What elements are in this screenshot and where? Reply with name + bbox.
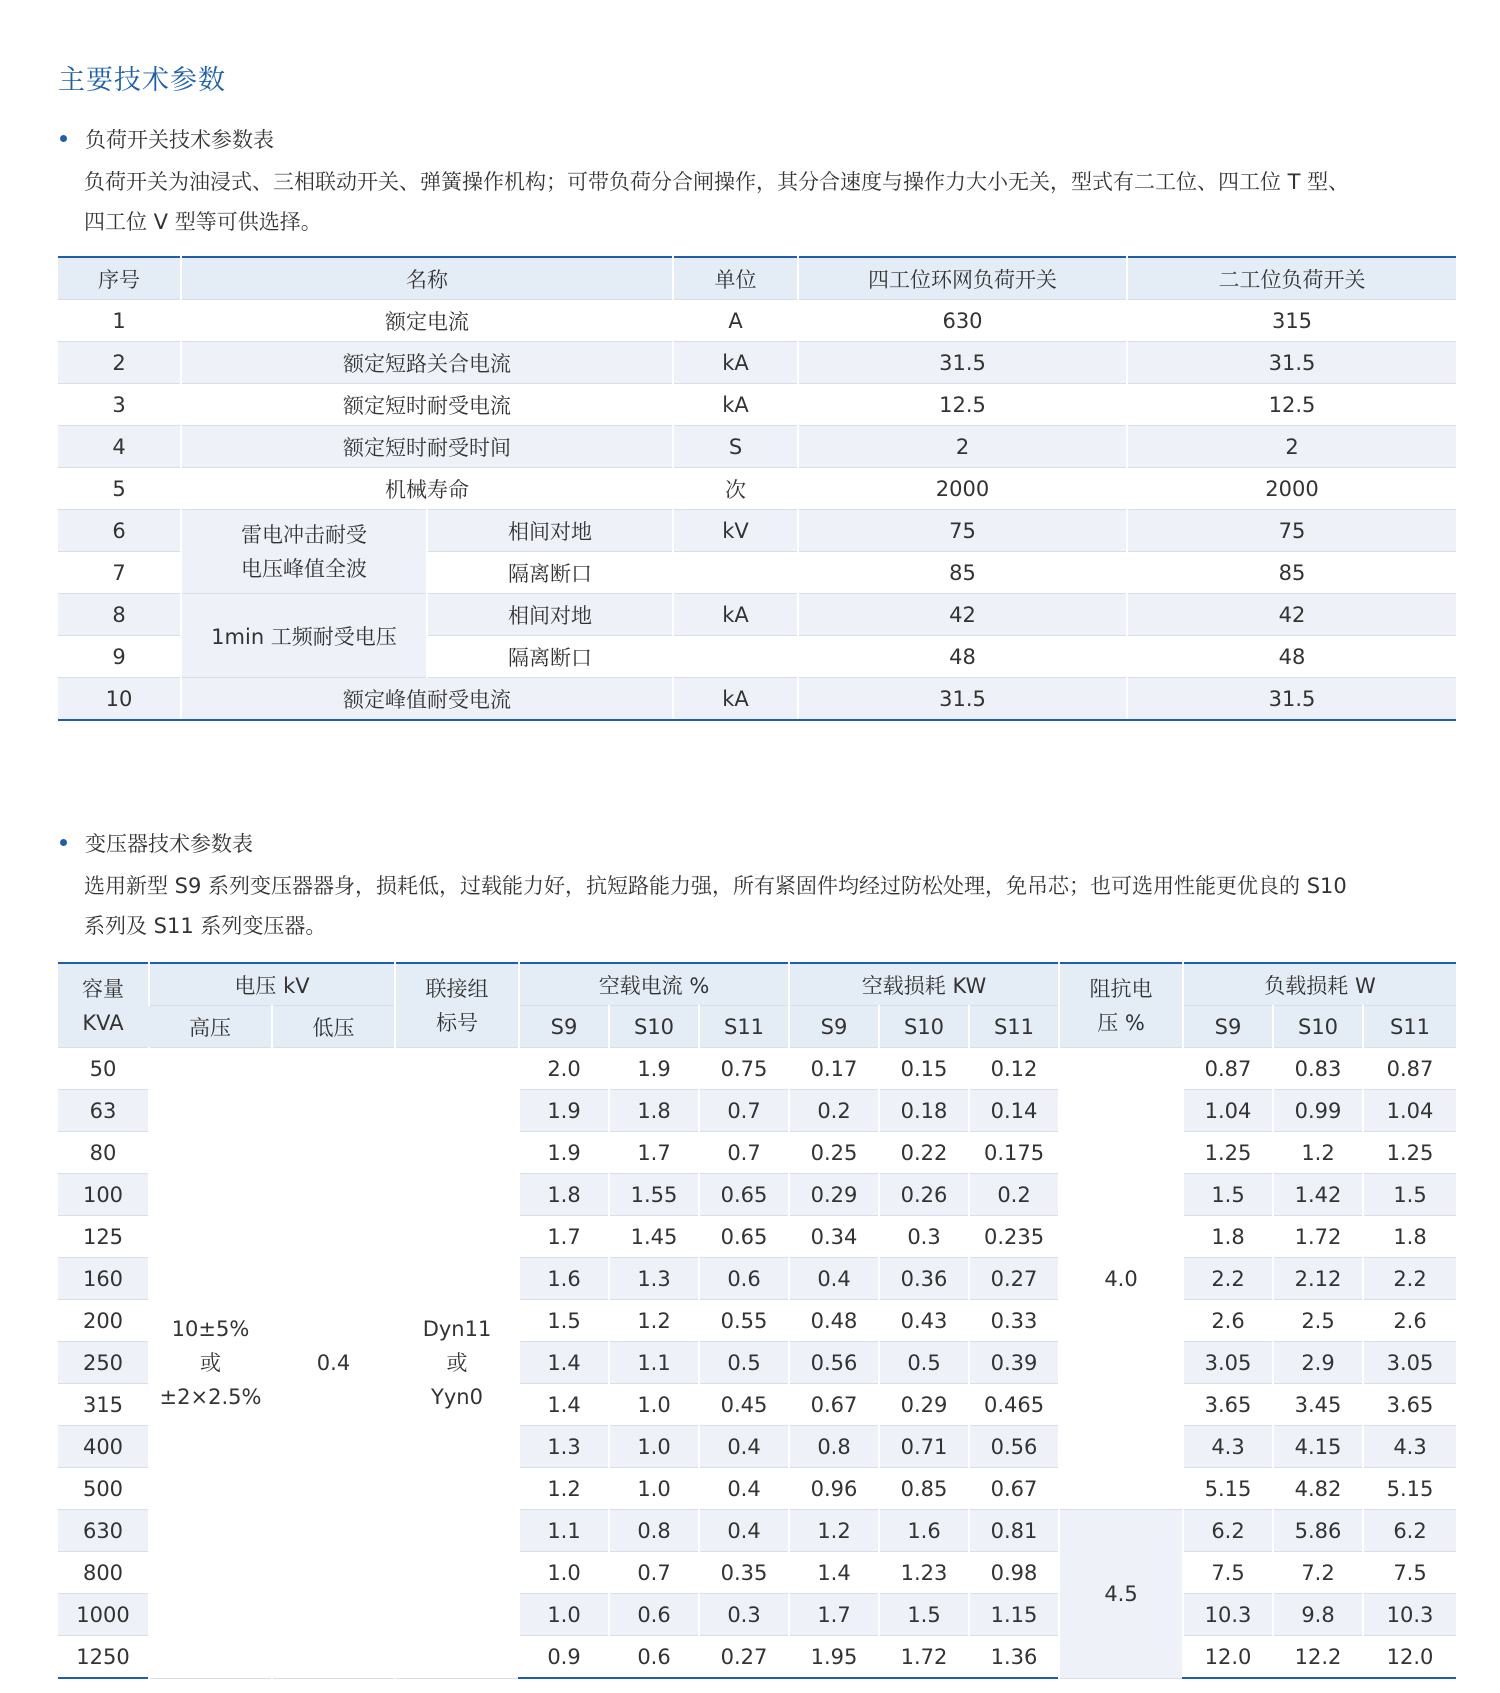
noload-current-value: 1.5 [519,1300,609,1342]
group-name-line: 雷电冲击耐受 [241,522,367,547]
header-series: S11 [969,1006,1059,1048]
load-loss-value: 1.2 [1273,1132,1363,1174]
noload-current-value: 0.45 [699,1384,789,1426]
header-connection: 联接组 标号 [395,963,519,1048]
high-voltage-cell [149,1048,272,1679]
description-line: 负荷开关为油浸式、三相联动开关、弹簧操作机构；可带负荷分合闸操作，其分合速度与操作力大小无关，型式有二工位、四工位 T 型、 [84,170,1350,194]
noload-current-value: 2.0 [519,1048,609,1090]
table-row [58,594,1456,636]
row-number: 2 [58,342,181,384]
row-name: 额定短路关合电流 [181,342,673,384]
noload-current-value: 1.0 [519,1594,609,1636]
row-number: 8 [58,594,181,636]
load-loss-value: 1.25 [1363,1132,1456,1174]
noload-loss-value: 0.39 [969,1342,1059,1384]
header-series: S10 [609,1006,699,1048]
noload-loss-value: 1.6 [879,1510,969,1552]
header-impedance: 阻抗电 压 % [1059,963,1183,1048]
noload-loss-value: 0.175 [969,1132,1059,1174]
row-name: 机械寿命 [181,468,673,510]
noload-loss-value: 0.29 [879,1384,969,1426]
row-four-position-value: 2000 [798,468,1127,510]
description-line: 系列及 S11 系列变压器。 [84,914,327,938]
row-capacity: 80 [58,1132,149,1174]
row-sub-name: 隔离断口 [427,636,673,678]
load-loss-value: 7.2 [1273,1552,1363,1594]
header-capacity: 容量 KVA [58,963,149,1048]
section-heading-text: 负荷开关技术参数表 [85,128,274,152]
noload-current-value: 0.55 [699,1300,789,1342]
noload-loss-value: 0.36 [879,1258,969,1300]
header-series: S11 [699,1006,789,1048]
load-loss-value: 0.99 [1273,1090,1363,1132]
bullet-dot-icon [60,839,67,846]
header-unit: 单位 [673,257,798,300]
impedance-cell: 4.5 [1059,1510,1183,1679]
load-loss-value: 1.25 [1183,1132,1273,1174]
row-sub-name: 相间对地 [427,594,673,636]
noload-current-value: 1.0 [609,1468,699,1510]
load-loss-value: 1.04 [1183,1090,1273,1132]
noload-current-value: 1.0 [609,1384,699,1426]
load-loss-value: 6.2 [1183,1510,1273,1552]
row-capacity: 630 [58,1510,149,1552]
noload-loss-value: 0.8 [789,1426,879,1468]
row-two-position-value: 2000 [1127,468,1456,510]
load-switch-parameter-table [58,256,1456,721]
noload-current-value: 0.5 [699,1342,789,1384]
noload-current-value: 1.2 [609,1300,699,1342]
row-group-name [181,510,427,594]
load-loss-value: 10.3 [1183,1594,1273,1636]
load-loss-value: 10.3 [1363,1594,1456,1636]
row-capacity: 800 [58,1552,149,1594]
noload-loss-value: 0.81 [969,1510,1059,1552]
load-loss-value: 0.83 [1273,1048,1363,1090]
noload-loss-value: 0.67 [969,1468,1059,1510]
row-unit: kA [673,342,798,384]
noload-current-value: 1.0 [609,1426,699,1468]
load-loss-value: 2.6 [1183,1300,1273,1342]
noload-loss-value: 1.36 [969,1636,1059,1679]
load-loss-value: 3.65 [1363,1384,1456,1426]
load-loss-value: 1.5 [1363,1174,1456,1216]
noload-loss-value: 0.34 [789,1216,879,1258]
noload-current-value: 0.27 [699,1636,789,1679]
row-two-position-value: 31.5 [1127,678,1456,721]
high-voltage-line: 10±5% [171,1316,250,1341]
noload-current-value: 0.6 [699,1258,789,1300]
noload-loss-value: 0.48 [789,1300,879,1342]
row-unit: kA [673,594,798,636]
load-loss-value: 3.05 [1183,1342,1273,1384]
section-heading-transformer [60,828,253,858]
table-row [58,342,1456,384]
page-title: 主要技术参数 [58,65,226,96]
noload-loss-value: 0.67 [789,1384,879,1426]
header-high-voltage: 高压 [149,1006,272,1048]
row-number: 5 [58,468,181,510]
noload-current-value: 0.6 [609,1594,699,1636]
noload-current-value: 1.55 [609,1174,699,1216]
table-row [58,678,1456,721]
load-loss-value: 7.5 [1363,1552,1456,1594]
load-loss-value: 2.2 [1363,1258,1456,1300]
row-capacity: 1000 [58,1594,149,1636]
noload-current-value: 0.7 [699,1132,789,1174]
noload-loss-value: 0.465 [969,1384,1059,1426]
noload-current-value: 1.2 [519,1468,609,1510]
noload-current-value: 0.35 [699,1552,789,1594]
row-unit: 次 [673,468,798,510]
row-four-position-value: 31.5 [798,342,1127,384]
row-capacity: 400 [58,1426,149,1468]
noload-loss-value: 0.27 [969,1258,1059,1300]
noload-loss-value: 0.2 [789,1090,879,1132]
row-capacity: 200 [58,1300,149,1342]
noload-loss-value: 0.56 [789,1342,879,1384]
noload-current-value: 0.4 [699,1510,789,1552]
load-loss-value: 3.45 [1273,1384,1363,1426]
description-line: 四工位 V 型等可供选择。 [84,210,322,234]
noload-current-value: 1.1 [609,1342,699,1384]
noload-loss-value: 0.71 [879,1426,969,1468]
header-low-voltage: 低压 [272,1006,395,1048]
row-capacity: 1250 [58,1636,149,1679]
row-number: 9 [58,636,181,678]
load-loss-value: 12.0 [1183,1636,1273,1679]
row-four-position-value: 31.5 [798,678,1127,721]
noload-loss-value: 0.25 [789,1132,879,1174]
noload-current-value: 0.75 [699,1048,789,1090]
header-noload-loss: 空载损耗 KW [789,963,1059,1006]
load-loss-value: 4.82 [1273,1468,1363,1510]
noload-current-value: 1.9 [519,1090,609,1132]
noload-loss-value: 0.4 [789,1258,879,1300]
row-sub-name: 隔离断口 [427,552,673,594]
noload-current-value: 1.7 [519,1216,609,1258]
noload-current-value: 0.9 [519,1636,609,1679]
noload-loss-value: 0.14 [969,1090,1059,1132]
load-loss-value: 1.8 [1183,1216,1273,1258]
load-loss-value: 12.0 [1363,1636,1456,1679]
load-loss-value: 4.3 [1183,1426,1273,1468]
row-number: 7 [58,552,181,594]
noload-loss-value: 1.15 [969,1594,1059,1636]
bullet-dot-icon [60,135,67,142]
table-row [58,510,1456,552]
noload-current-value: 1.6 [519,1258,609,1300]
row-name: 额定峰值耐受电流 [181,678,673,721]
section-heading-load-switch [60,124,274,154]
row-two-position-value: 48 [1127,636,1456,678]
table-row [58,1048,1456,1090]
noload-loss-value: 0.43 [879,1300,969,1342]
connection-line: Yyn0 [431,1384,483,1409]
noload-current-value: 1.0 [519,1552,609,1594]
noload-loss-value: 0.56 [969,1426,1059,1468]
group-name-line: 电压峰值全波 [241,556,367,581]
noload-loss-value: 1.7 [789,1594,879,1636]
section-heading-text: 变压器技术参数表 [85,832,253,856]
load-loss-value: 3.65 [1183,1384,1273,1426]
noload-current-value: 1.9 [519,1132,609,1174]
table-row [58,384,1456,426]
row-unit: S [673,426,798,468]
row-group-name: 1min 工频耐受电压 [181,594,427,678]
noload-current-value: 1.4 [519,1342,609,1384]
row-unit: kV [673,510,798,552]
noload-loss-value: 0.26 [879,1174,969,1216]
noload-loss-value: 0.29 [789,1174,879,1216]
row-sub-name: 相间对地 [427,510,673,552]
noload-loss-value: 0.235 [969,1216,1059,1258]
section-description [84,162,1456,242]
row-two-position-value: 12.5 [1127,384,1456,426]
table-row [58,468,1456,510]
header-series: S10 [879,1006,969,1048]
load-loss-value: 3.05 [1363,1342,1456,1384]
load-loss-value: 1.42 [1273,1174,1363,1216]
load-loss-value: 6.2 [1363,1510,1456,1552]
noload-loss-value: 1.5 [879,1594,969,1636]
row-unit: kA [673,384,798,426]
load-loss-value: 5.15 [1363,1468,1456,1510]
noload-loss-value: 0.98 [969,1552,1059,1594]
connection-group-cell [395,1048,519,1679]
row-two-position-value: 75 [1127,510,1456,552]
row-two-position-value: 42 [1127,594,1456,636]
row-two-position-value: 2 [1127,426,1456,468]
noload-current-value: 0.4 [699,1468,789,1510]
noload-current-value: 0.4 [699,1426,789,1468]
header-four-position-switch: 四工位环网负荷开关 [798,257,1127,300]
noload-loss-value: 0.2 [969,1174,1059,1216]
row-two-position-value: 315 [1127,300,1456,342]
load-loss-value: 2.2 [1183,1258,1273,1300]
noload-current-value: 1.4 [519,1384,609,1426]
noload-loss-value: 1.2 [789,1510,879,1552]
noload-current-value: 1.7 [609,1132,699,1174]
load-loss-value: 1.8 [1363,1216,1456,1258]
load-loss-value: 2.6 [1363,1300,1456,1342]
load-loss-value: 1.72 [1273,1216,1363,1258]
header-voltage: 电压 kV [149,963,395,1006]
connection-line: Dyn11 [422,1316,492,1341]
high-voltage-line: ±2×2.5% [159,1384,262,1409]
row-four-position-value: 630 [798,300,1127,342]
table-subheader-row [58,1006,1456,1048]
row-four-position-value: 12.5 [798,384,1127,426]
row-two-position-value: 31.5 [1127,342,1456,384]
connection-line: 或 [446,1350,468,1375]
noload-current-value: 0.65 [699,1216,789,1258]
noload-loss-value: 0.96 [789,1468,879,1510]
row-capacity: 315 [58,1384,149,1426]
noload-loss-value: 1.95 [789,1636,879,1679]
header-load-loss: 负载损耗 W [1183,963,1456,1006]
table-row [58,426,1456,468]
load-loss-value: 9.8 [1273,1594,1363,1636]
header-series: S9 [519,1006,609,1048]
table-header-row [58,257,1456,300]
load-loss-value: 5.15 [1183,1468,1273,1510]
row-name: 额定短时耐受时间 [181,426,673,468]
header-name: 名称 [181,257,673,300]
noload-current-value: 0.6 [609,1636,699,1679]
load-loss-value: 0.87 [1363,1048,1456,1090]
row-four-position-value: 42 [798,594,1127,636]
noload-loss-value: 1.72 [879,1636,969,1679]
row-capacity: 160 [58,1258,149,1300]
noload-loss-value: 1.4 [789,1552,879,1594]
noload-loss-value: 0.22 [879,1132,969,1174]
table-row [58,300,1456,342]
noload-current-value: 1.9 [609,1048,699,1090]
load-loss-value: 4.15 [1273,1426,1363,1468]
header-series: S10 [1273,1006,1363,1048]
header-noload-current: 空载电流 % [519,963,789,1006]
load-loss-value: 2.9 [1273,1342,1363,1384]
noload-current-value: 0.7 [609,1552,699,1594]
row-four-position-value: 2 [798,426,1127,468]
load-loss-value: 2.12 [1273,1258,1363,1300]
row-unit: A [673,300,798,342]
impedance-cell: 4.0 [1059,1048,1183,1510]
load-loss-value: 4.3 [1363,1426,1456,1468]
row-capacity: 63 [58,1090,149,1132]
noload-current-value: 1.8 [609,1090,699,1132]
noload-current-value: 0.8 [609,1510,699,1552]
load-loss-value: 1.5 [1183,1174,1273,1216]
row-capacity: 250 [58,1342,149,1384]
row-number: 6 [58,510,181,552]
noload-loss-value: 0.12 [969,1048,1059,1090]
load-loss-value: 2.5 [1273,1300,1363,1342]
noload-current-value: 1.3 [609,1258,699,1300]
row-capacity: 125 [58,1216,149,1258]
header-series: S9 [1183,1006,1273,1048]
load-loss-value: 7.5 [1183,1552,1273,1594]
low-voltage-cell: 0.4 [272,1048,395,1679]
row-capacity: 50 [58,1048,149,1090]
transformer-parameter-table [58,962,1456,1679]
row-unit: kA [673,678,798,721]
noload-current-value: 1.45 [609,1216,699,1258]
noload-current-value: 0.7 [699,1090,789,1132]
header-series: S11 [1363,1006,1456,1048]
table-header-row [58,963,1456,1006]
load-loss-value: 12.2 [1273,1636,1363,1679]
noload-current-value: 0.65 [699,1174,789,1216]
noload-loss-value: 0.18 [879,1090,969,1132]
noload-loss-value: 1.23 [879,1552,969,1594]
row-four-position-value: 85 [798,552,1127,594]
row-number: 4 [58,426,181,468]
noload-loss-value: 0.33 [969,1300,1059,1342]
noload-current-value: 1.1 [519,1510,609,1552]
description-line: 选用新型 S9 系列变压器器身，损耗低，过载能力好，抗短路能力强，所有紧固件均经过防松处理，免吊芯；也可选用性能更优良的 S10 [84,874,1347,898]
noload-loss-value: 0.5 [879,1342,969,1384]
header-two-position-switch: 二工位负荷开关 [1127,257,1456,300]
noload-loss-value: 0.85 [879,1468,969,1510]
row-four-position-value: 75 [798,510,1127,552]
row-capacity: 500 [58,1468,149,1510]
noload-loss-value: 0.17 [789,1048,879,1090]
high-voltage-line: 或 [200,1350,221,1375]
noload-current-value: 0.3 [699,1594,789,1636]
load-loss-value: 1.04 [1363,1090,1456,1132]
noload-loss-value: 0.3 [879,1216,969,1258]
row-unit [673,636,798,678]
row-number: 1 [58,300,181,342]
row-two-position-value: 85 [1127,552,1456,594]
row-four-position-value: 48 [798,636,1127,678]
row-name: 额定电流 [181,300,673,342]
row-unit [673,552,798,594]
noload-loss-value: 0.15 [879,1048,969,1090]
header-number: 序号 [58,257,181,300]
header-series: S9 [789,1006,879,1048]
section-description [84,866,1456,946]
row-name: 额定短时耐受电流 [181,384,673,426]
row-number: 3 [58,384,181,426]
load-loss-value: 0.87 [1183,1048,1273,1090]
row-number: 10 [58,678,181,721]
load-loss-value: 5.86 [1273,1510,1363,1552]
row-capacity: 100 [58,1174,149,1216]
noload-current-value: 1.8 [519,1174,609,1216]
noload-current-value: 1.3 [519,1426,609,1468]
